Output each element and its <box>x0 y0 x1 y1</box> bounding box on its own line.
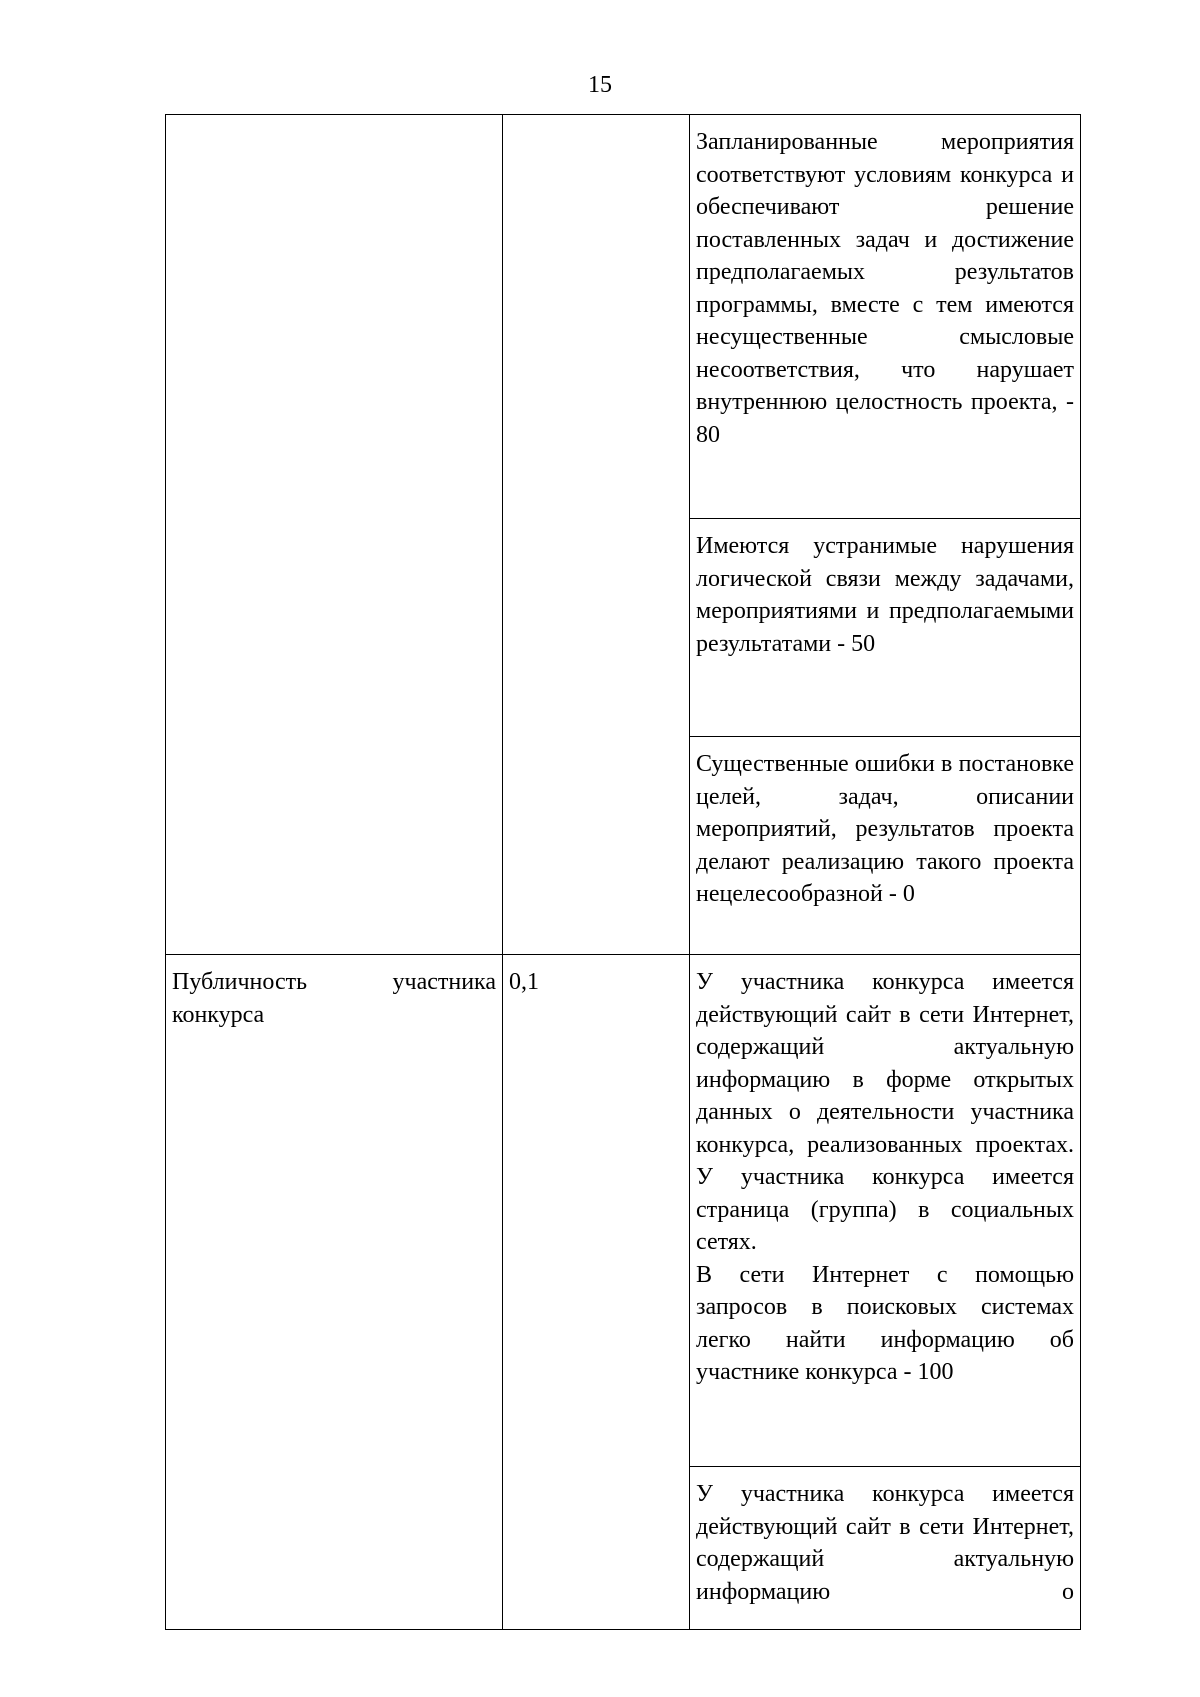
score-description-100 <box>690 955 1081 1467</box>
score-description-0: Существенные ошибки в постановке целей, задач, описании мероприятий, результатов проекта делают реализацию такого проекта нецелесообразной - 0 <box>690 737 1081 955</box>
table-row <box>166 955 1081 1467</box>
table-row <box>166 115 1081 519</box>
page-number: 15 <box>588 72 612 98</box>
score-paragraph: В сети Интернет с помощью запросов в поисковых системах легко найти информацию об участнике конкурса - 100 <box>696 1261 1074 1385</box>
weight-cell-publicity: 0,1 <box>503 955 690 1630</box>
criterion-cell-empty <box>166 115 503 955</box>
score-paragraph: У участника конкурса имеется действующий сайт в сети Интернет, содержащий актуальную информацию в форме открытых данных о деятельности участника конкурса, реализованных проектах. У участника конкурса имеется страница (группа) в социальных сетях. <box>696 969 1074 1255</box>
criterion-label: Публичность участника конкурса <box>172 969 496 1028</box>
score-description-50: Имеются устранимые нарушения логической связи между задачами, мероприятиями и предполагаемыми результатами - 50 <box>690 519 1081 737</box>
criterion-cell-publicity <box>166 955 503 1630</box>
score-description-continued: У участника конкурса имеется действующий сайт в сети Интернет, содержащий актуальную информацию о <box>690 1467 1081 1630</box>
score-description-80: Запланированные мероприятия соответствуют условиям конкурса и обеспечивают решение поставленных задач и достижение предполагаемых результатов программы, вместе с тем имеются несущественные смысловые несоответствия, что нарушает внутреннюю целостность проекта, - 80 <box>690 115 1081 519</box>
weight-cell-empty <box>503 115 690 955</box>
criteria-table <box>165 114 1081 1630</box>
